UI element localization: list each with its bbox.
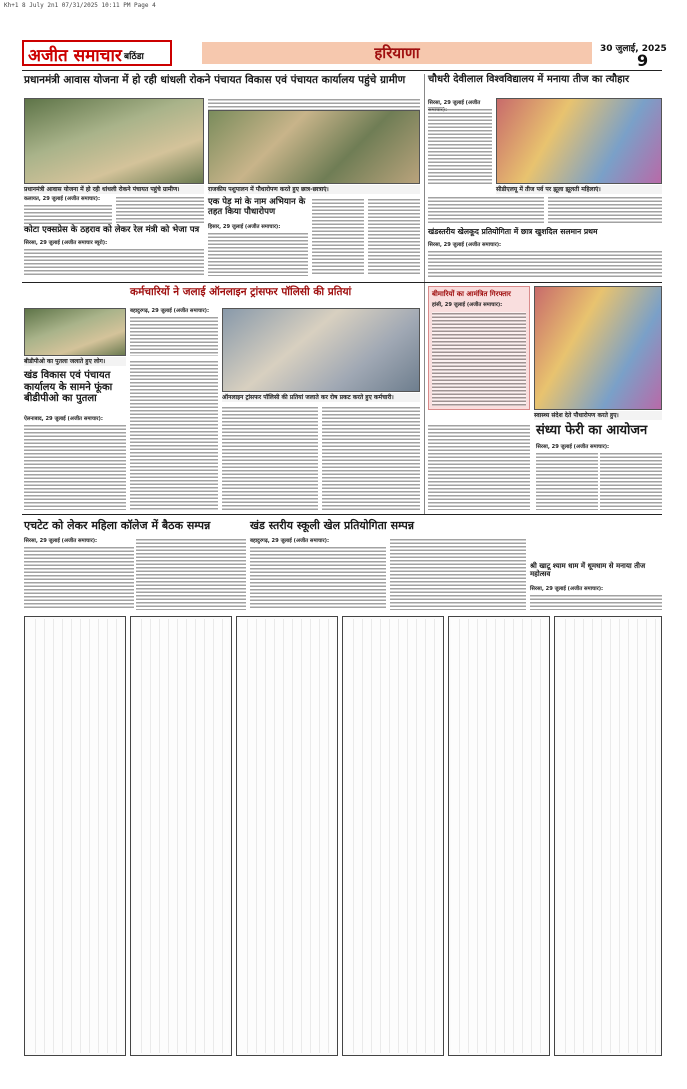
photo-s6 bbox=[222, 308, 420, 392]
headline-s2: कोटा एक्सप्रेस के ठहराव को लेकर रेल मंत्री को भेजा पत्र bbox=[24, 225, 200, 235]
headline-s3: एक पेड़ मां के नाम अभियान के तहत किया पौधारोपण bbox=[208, 197, 306, 217]
paper-name: अजीत समाचार bbox=[28, 46, 122, 66]
dateline-s2: सिरसा, 29 जुलाई (अजीत समाचार ब्यूरो): bbox=[24, 240, 108, 246]
body-text-s6a bbox=[130, 316, 218, 356]
body-text-s4c bbox=[548, 196, 662, 224]
print-info-strip: Kh+1 8 July 2n1 07/31/2025 10:11 PM Page 4 bbox=[4, 2, 156, 9]
dateline-s6: बहादुरगढ़, 29 जुलाई (अजीत समाचार): bbox=[130, 308, 210, 314]
body-text-s2 bbox=[24, 248, 204, 276]
ad-block-3 bbox=[236, 616, 338, 1056]
body-text-s12 bbox=[530, 594, 662, 610]
body-text-s6d bbox=[322, 406, 420, 510]
body-text-s7 bbox=[24, 424, 126, 510]
body-text-s3a bbox=[208, 232, 308, 276]
body-text-s6b bbox=[130, 360, 218, 510]
dateline-s10: सिरसा, 29 जुलाई (अजीत समाचार): bbox=[24, 538, 98, 544]
ad-block-1 bbox=[24, 616, 126, 1056]
issue-date: 30 जुलाई, 2025 bbox=[600, 44, 667, 54]
body-text-s6c bbox=[222, 406, 318, 510]
caption-s4: सीडीएलयू में तीज पर्व पर झूला झूलती महिलाएं। bbox=[496, 185, 662, 194]
body-text-s3b bbox=[312, 198, 364, 276]
headline-s8: बीमारियों का आमंत्रित गिरफ्तार bbox=[432, 290, 511, 298]
headline-s5: खंडस्तरीय खेलकूद प्रतियोगिता में छात्र खुशदिल सलमान प्रथम bbox=[428, 227, 598, 236]
dateline-s4: सिरसा, 29 जुलाई (अजीत bbox=[428, 100, 481, 106]
masthead bbox=[22, 40, 667, 70]
masthead-rule bbox=[22, 70, 662, 71]
dateline-s5: सिरसा, 29 जुलाई (अजीत समाचार): bbox=[428, 242, 502, 248]
newspaper-logo bbox=[22, 40, 172, 66]
body-text-s4b bbox=[428, 196, 544, 224]
body-text-s11a bbox=[250, 546, 386, 610]
photo-s3 bbox=[208, 110, 420, 184]
body-text-s8 bbox=[432, 312, 526, 406]
dateline-s7: ऐलनाबाद, 29 जुलाई (अजीत समाचार): bbox=[24, 416, 103, 422]
body-text-s1a bbox=[24, 204, 112, 224]
body-text-s10a bbox=[24, 546, 134, 610]
body-text-s5 bbox=[428, 250, 662, 278]
column-divider bbox=[424, 74, 425, 514]
section-banner bbox=[202, 42, 592, 64]
headline-s6: कर्मचारियों ने जलाई ऑनलाइन ट्रांसफर पॉलिसी की प्रतियां bbox=[130, 286, 352, 298]
body-text-s1b bbox=[116, 196, 204, 224]
headline-s7: खंड विकास एवं पंचायत कार्यालय के सामने फूंका बीडीपीओ का पुतला bbox=[24, 370, 113, 404]
dateline-s9: सिरसा, 29 जुलाई (अजीत समाचार): bbox=[536, 444, 610, 450]
body-text-s4a bbox=[428, 108, 492, 184]
ad-block-4 bbox=[342, 616, 444, 1056]
edition-city: बठिंडा bbox=[124, 52, 144, 62]
body-text-s10b bbox=[136, 538, 246, 610]
headline-s4: चौधरी देवीलाल विश्वविद्यालय में मनाया तीज का त्यौहार bbox=[428, 74, 630, 85]
dateline-s3: हिसार, 29 जुलाई (अजीत समाचार): bbox=[208, 224, 281, 230]
ad-block-6 bbox=[554, 616, 662, 1056]
headline-s11: खंड स्तरीय स्कूली खेल प्रतियोगिता सम्पन्न bbox=[250, 519, 415, 532]
body-text-s3c bbox=[368, 198, 420, 276]
headline-s1: प्रधानमंत्री आवास योजना में हो रही धांधली रोकने पंचायत विकास एवं पंचायत कार्यालय पहुंचे ग्रामीण bbox=[24, 74, 406, 86]
body-text-s11b bbox=[390, 538, 526, 610]
body-text-s9b bbox=[600, 452, 662, 510]
headline-s9: संध्या फेरी का आयोजन bbox=[536, 423, 648, 438]
ad-block-2 bbox=[130, 616, 232, 1056]
dateline-s11: बहादुरगढ़, 29 जुलाई (अजीत समाचार): bbox=[250, 538, 330, 544]
caption-s1: प्रधानमंत्री आवास योजना में हो रही धांधली रोकने पंचायत पहुंचे ग्रामीण। bbox=[24, 185, 204, 194]
dateline-s8: हांसी, 29 जुलाई (अजीत समाचार): bbox=[432, 302, 503, 308]
caption-s9: स्वास्थ्य संदेश देते पौधारोपण करते हुए। bbox=[534, 411, 662, 420]
section-rule-1 bbox=[22, 282, 662, 283]
page-number: 9 bbox=[637, 51, 649, 70]
body-text-s9a bbox=[536, 452, 598, 510]
photo-s7 bbox=[24, 308, 126, 356]
body-text-s8b bbox=[428, 424, 530, 510]
dateline-s1: कलायत, 29 जुलाई (अजीत समाचार): bbox=[24, 196, 101, 202]
ad-block-5 bbox=[448, 616, 550, 1056]
section-rule-2 bbox=[22, 514, 662, 515]
photo-s9 bbox=[534, 286, 662, 410]
section-title: हरियाणा bbox=[374, 44, 420, 62]
dateline-s12: सिरसा, 29 जुलाई (अजीत समाचार): bbox=[530, 586, 604, 592]
photo-s1 bbox=[24, 98, 204, 184]
caption-s6: ऑनलाइन ट्रांसफर पॉलिसी की प्रतियां जलाते कर रोष प्रकट करते हुए कर्मचारी। bbox=[222, 393, 420, 402]
headline-s12: श्री खाटू श्याम धाम में धूमधाम से मनाया तीज महोत्सव bbox=[530, 561, 646, 579]
photo-s4 bbox=[496, 98, 662, 184]
caption-s3: राजकीय पशुपालन में पौधारोपण करते हुए छात्र-छात्राएं। bbox=[208, 185, 420, 194]
headline-s10: एचटेट को लेकर महिला कॉलेज में बैठक सम्पन्न bbox=[24, 519, 211, 532]
caption-s7: बीडीपीओ का पुतला जलाते हुए लोग। bbox=[24, 357, 126, 366]
